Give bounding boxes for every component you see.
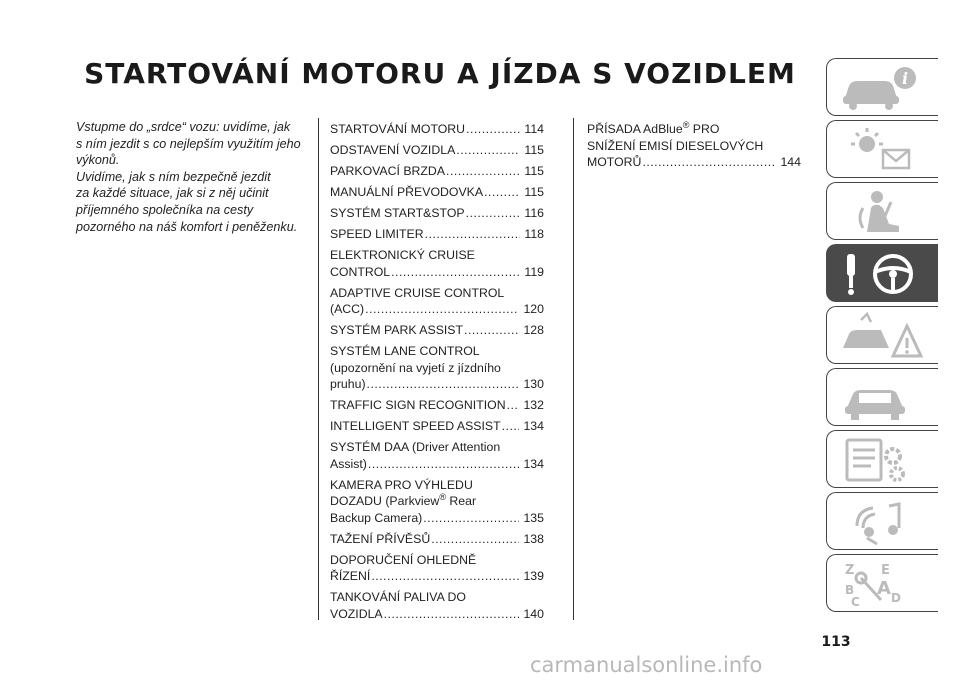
column-divider — [573, 118, 574, 620]
chapter-tab[interactable] — [826, 58, 938, 116]
toc-entry-title: ADAPTIVE CRUISE CONTROL — [330, 285, 505, 300]
toc-entry-title: PŘÍSADA AdBlue® PRO — [587, 121, 720, 136]
toc-leader-dots — [466, 121, 520, 138]
toc-entry-title: MOTORŮ — [587, 155, 642, 169]
intro-line: Vstupme do „srdce“ vozu: uvidíme, jak — [76, 120, 291, 134]
toc-entry-title: Backup Camera) — [330, 510, 423, 525]
toc-leader-dots — [484, 184, 520, 201]
watermark: carmanualsonline.info — [530, 653, 763, 677]
toc-leader-dots — [367, 376, 520, 393]
toc-leader-dots — [466, 205, 521, 222]
toc-entry-title: SYSTÉM DAA (Driver Attention — [330, 440, 501, 454]
toc-leader-dots — [507, 397, 520, 414]
toc-leader-dots — [431, 531, 519, 548]
toc-column-1 — [330, 121, 544, 627]
svg-text:C: C — [851, 595, 860, 608]
toc-leader-dots — [423, 510, 519, 527]
toc-page-number: 139 — [523, 569, 544, 583]
toc-entry-title: TAŽENÍ PŘÍVĚSŮ — [330, 531, 431, 546]
chapter-tab[interactable] — [826, 120, 938, 178]
chapter-tab[interactable] — [826, 182, 938, 240]
toc-entry[interactable] — [330, 226, 544, 243]
intro-line: příjemného společníka na cesty — [76, 202, 254, 217]
chapter-tab[interactable] — [826, 430, 938, 488]
toc-leader-dots — [502, 418, 520, 435]
toc-entry[interactable] — [330, 163, 544, 180]
chapter-tab[interactable] — [826, 306, 938, 364]
toc-entry[interactable] — [330, 322, 544, 339]
toc-page-number: 118 — [524, 227, 544, 241]
toc-entry-title: CONTROL — [330, 264, 391, 279]
toc-entry-title: VOZIDLA — [330, 606, 383, 621]
toc-entry-title: DOPORUČENÍ OHLEDNĚ — [330, 552, 477, 567]
column-divider — [318, 118, 319, 620]
chapter-tab[interactable] — [826, 368, 938, 426]
toc-entry[interactable] — [330, 477, 544, 527]
toc-entry[interactable] — [330, 343, 544, 393]
svg-text:i: i — [901, 69, 909, 88]
toc-entry[interactable] — [587, 121, 801, 171]
toc-entry[interactable] — [330, 531, 544, 548]
toc-entry-title: SYSTÉM LANE CONTROL — [330, 344, 480, 358]
toc-entry-title: STARTOVÁNÍ MOTORU — [330, 122, 466, 136]
toc-page-number: 128 — [523, 323, 544, 337]
toc-page-number: 144 — [780, 155, 801, 169]
toc-entry[interactable] — [330, 397, 544, 414]
toc-entry[interactable] — [330, 142, 544, 159]
toc-leader-dots — [425, 226, 521, 243]
toc-page-number: 138 — [523, 531, 544, 546]
toc-entry-title: KAMERA PRO VÝHLEDU — [330, 477, 473, 492]
toc-leader-dots — [384, 606, 520, 623]
toc-entry[interactable] — [330, 439, 544, 472]
toc-entry-title: PARKOVACÍ BRZDA — [330, 164, 446, 178]
svg-text:Z: Z — [845, 563, 855, 578]
toc-entry-title: DOZADU (Parkview® Rear — [330, 493, 477, 508]
svg-text:D: D — [891, 591, 901, 605]
toc-leader-dots — [365, 301, 519, 318]
toc-entry[interactable] — [330, 552, 544, 585]
toc-entry-title: (ACC) — [330, 302, 365, 316]
intro-line: Uvidíme, jak s ním bezpečně jezdit — [76, 169, 271, 184]
toc-entry[interactable] — [330, 247, 544, 280]
chapter-tab[interactable] — [826, 554, 938, 612]
toc-entry-title: ELEKTRONICKÝ CRUISE — [330, 248, 475, 262]
toc-entry-title: SYSTÉM START&STOP — [330, 206, 465, 220]
toc-page-number: 132 — [523, 398, 544, 412]
toc-page-number: 114 — [524, 122, 544, 136]
toc-entry[interactable] — [330, 285, 544, 318]
toc-entry-title: SPEED LIMITER — [330, 227, 424, 241]
intro-line: za každé situace, jak si z něj učinit — [76, 186, 269, 201]
toc-column-2 — [587, 121, 801, 175]
svg-text:E: E — [881, 563, 890, 578]
toc-page-number: 115 — [524, 143, 544, 157]
toc-page-number: 130 — [523, 377, 544, 391]
toc-page-number: 115 — [524, 164, 544, 178]
toc-entry-title: SNÍŽENÍ EMISÍ DIESELOVÝCH — [587, 138, 764, 153]
toc-leader-dots — [464, 322, 519, 339]
toc-page-number: 115 — [524, 185, 544, 199]
toc-entry-title: INTELLIGENT SPEED ASSIST — [330, 419, 501, 433]
intro-line: výkonů. — [76, 153, 120, 168]
toc-entry-title: TRAFFIC SIGN RECOGNITION — [330, 398, 506, 412]
toc-entry[interactable] — [330, 418, 544, 435]
svg-text:A: A — [877, 578, 891, 599]
page-title: STARTOVÁNÍ MOTORU A JÍZDA S VOZIDLEM — [84, 57, 796, 90]
toc-entry-title: ODSTAVENÍ VOZIDLA — [330, 143, 456, 157]
page-number: 113 — [821, 634, 851, 650]
toc-page-number: 116 — [524, 206, 544, 220]
toc-entry-title: TANKOVÁNÍ PALIVA DO — [330, 590, 466, 604]
toc-entry-title: pruhu) — [330, 377, 366, 391]
chapter-tab[interactable] — [826, 492, 938, 550]
toc-entry-title: SYSTÉM PARK ASSIST — [330, 323, 464, 337]
toc-entry-title: ŘÍZENÍ — [330, 569, 371, 583]
toc-entry[interactable] — [330, 589, 544, 622]
toc-leader-dots — [446, 163, 520, 180]
toc-page-number: 120 — [523, 302, 544, 316]
toc-leader-dots — [456, 142, 520, 159]
intro-line: s ním jezdit s co nejlepším využitím jeho — [76, 136, 301, 151]
toc-leader-dots — [642, 154, 776, 171]
toc-entry-title: (upozornění na vyjetí z jízdního — [330, 360, 501, 375]
svg-text:B: B — [845, 583, 855, 597]
toc-page-number: 135 — [523, 510, 544, 525]
toc-page-number: 134 — [523, 456, 544, 471]
intro-line: pozorného na náš komfort i peněženku. — [76, 219, 298, 234]
toc-entry-title: Assist) — [330, 456, 367, 471]
intro-text — [76, 119, 308, 235]
toc-page-number: 140 — [523, 606, 544, 621]
toc-leader-dots — [371, 568, 519, 585]
toc-entry[interactable] — [330, 184, 544, 201]
toc-entry[interactable] — [330, 121, 544, 138]
toc-leader-dots — [368, 456, 520, 473]
toc-page-number: 119 — [524, 264, 544, 279]
toc-leader-dots — [391, 264, 520, 281]
toc-page-number: 134 — [523, 419, 544, 433]
toc-entry-title: MANUÁLNÍ PŘEVODOVKA — [330, 185, 484, 199]
toc-entry[interactable] — [330, 205, 544, 222]
chapter-tab[interactable] — [826, 244, 938, 302]
